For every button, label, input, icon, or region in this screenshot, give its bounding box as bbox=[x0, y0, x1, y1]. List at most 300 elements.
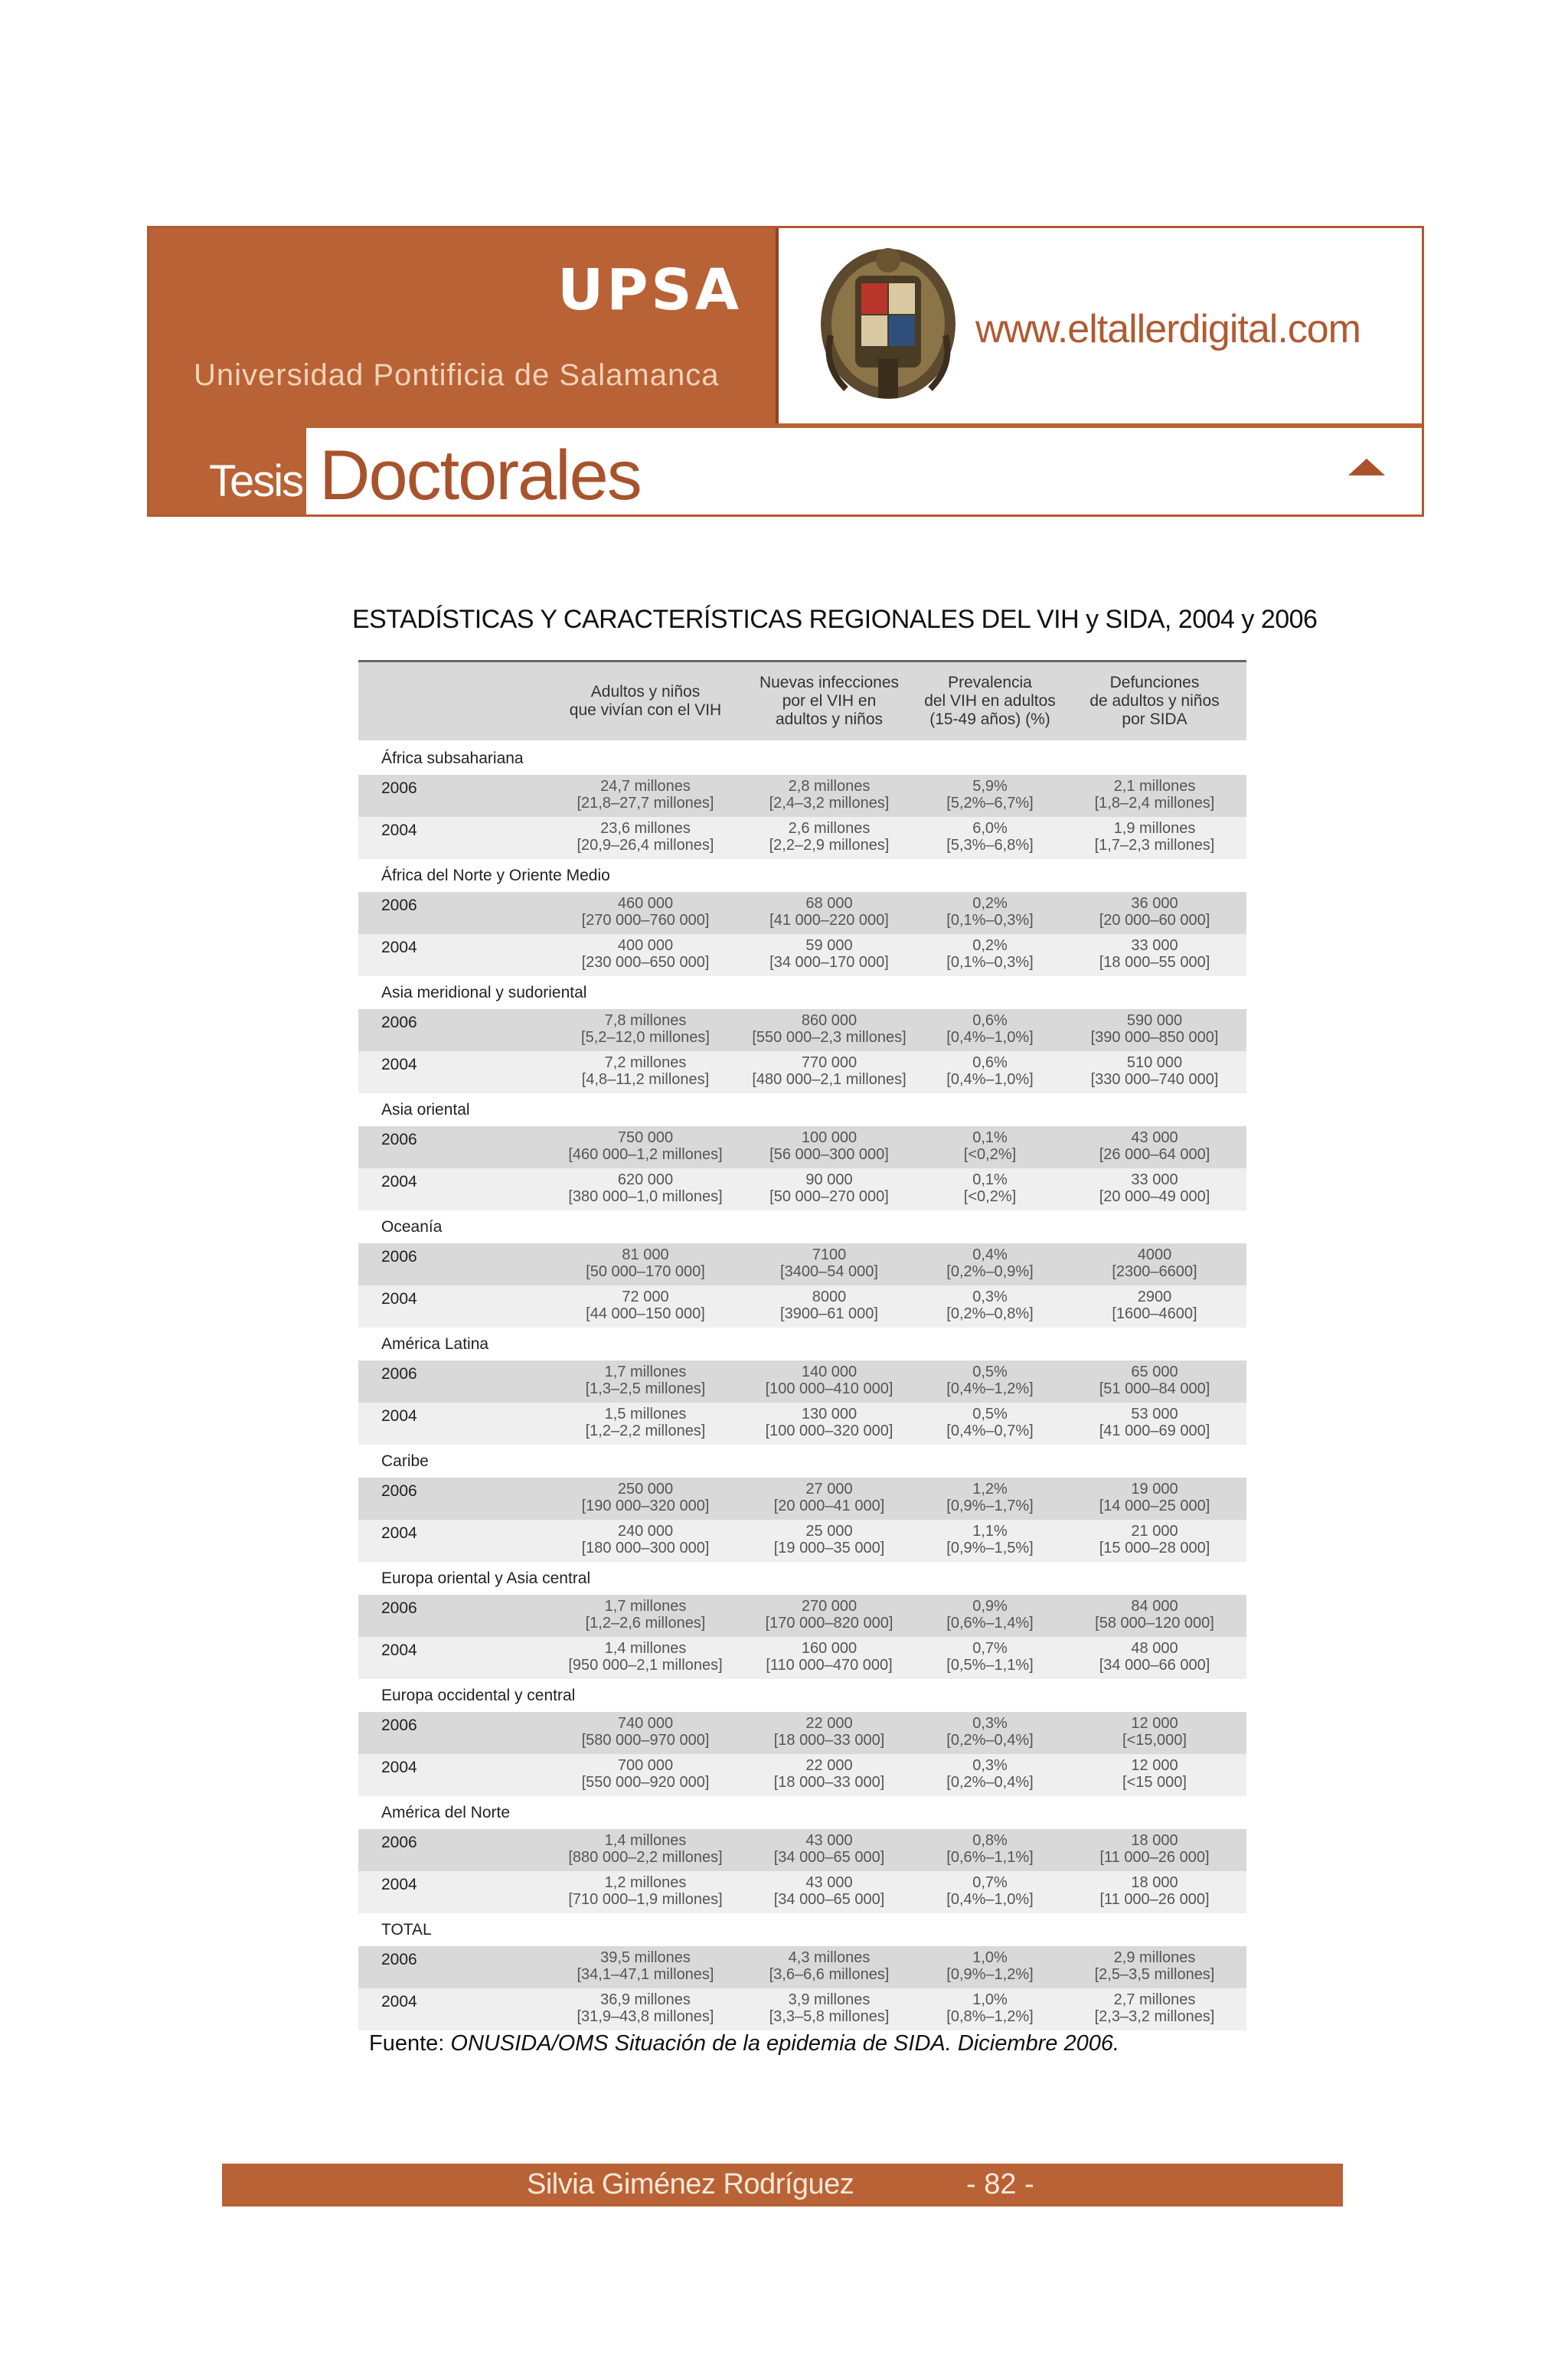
table-cell bbox=[550, 1520, 741, 1562]
table-cell bbox=[550, 1478, 741, 1520]
cell-range: [11 000–26 000] bbox=[1099, 1849, 1210, 1866]
table-cell bbox=[741, 1946, 917, 1988]
table-row bbox=[358, 1988, 1246, 2030]
table-cell bbox=[550, 1243, 741, 1285]
cell-range: [3,3–5,8 millones] bbox=[769, 2008, 890, 2025]
table-row bbox=[358, 1946, 1246, 1988]
cell-value: 270 000 bbox=[801, 1598, 858, 1615]
table-cell bbox=[917, 1168, 1063, 1210]
region-header: Caribe bbox=[358, 1445, 1246, 1478]
cell-range: [2,2–2,9 millones] bbox=[769, 837, 890, 854]
column-header-line: que vivían con el VIH bbox=[569, 701, 722, 719]
table-cell bbox=[550, 1637, 741, 1679]
table-cell bbox=[1063, 892, 1246, 934]
cell-value: 53 000 bbox=[1131, 1406, 1178, 1423]
table-cell bbox=[1063, 1051, 1246, 1093]
table-cell bbox=[917, 1478, 1063, 1520]
cell-range: [31,9–43,8 millones] bbox=[577, 2008, 714, 2025]
table-cell bbox=[917, 934, 1063, 976]
header-blank bbox=[358, 662, 550, 740]
cell-range: [34 000–66 000] bbox=[1099, 1657, 1210, 1674]
column-header-line: (15-49 años) (%) bbox=[929, 710, 1050, 728]
year-cell: 2004 bbox=[381, 1759, 417, 1776]
table-cell bbox=[550, 1360, 741, 1403]
cell-value: 0,1% bbox=[972, 1129, 1008, 1146]
cell-range: [950 000–2,1 millones] bbox=[568, 1657, 723, 1674]
cell-range: [0,6%–1,4%] bbox=[946, 1615, 1034, 1632]
cell-range: [58 000–120 000] bbox=[1095, 1615, 1214, 1632]
table-row bbox=[358, 1520, 1246, 1562]
cell-value: 33 000 bbox=[1131, 1171, 1178, 1188]
cell-range: [880 000–2,2 millones] bbox=[568, 1849, 723, 1866]
cell-range: [0,2%–0,8%] bbox=[946, 1305, 1034, 1322]
cell-value: 22 000 bbox=[805, 1757, 853, 1774]
cell-range: [0,4%–1,0%] bbox=[946, 1891, 1034, 1908]
year-cell: 2006 bbox=[381, 897, 417, 914]
table-cell bbox=[741, 934, 917, 976]
cell-value: 5,9% bbox=[972, 778, 1008, 795]
table-cell bbox=[550, 1754, 741, 1796]
table-cell bbox=[917, 1829, 1063, 1871]
table-cell bbox=[550, 892, 741, 934]
table-row bbox=[358, 1637, 1246, 1679]
year-cell: 2004 bbox=[381, 1290, 417, 1308]
table-cell bbox=[741, 1285, 917, 1328]
cell-value: 1,1% bbox=[972, 1523, 1008, 1540]
cell-value: 0,3% bbox=[972, 1715, 1008, 1732]
table-cell bbox=[741, 1403, 917, 1445]
cell-value: 36,9 millones bbox=[600, 1991, 691, 2008]
cell-range: [34 000–65 000] bbox=[773, 1849, 885, 1866]
year-cell: 2006 bbox=[381, 1365, 417, 1383]
table-cell bbox=[1063, 1009, 1246, 1051]
column-header-line: Prevalencia bbox=[948, 674, 1032, 691]
statistics-table bbox=[358, 660, 1246, 2030]
cell-value: 400 000 bbox=[617, 937, 674, 954]
cell-value: 8000 bbox=[812, 1289, 847, 1305]
table-cell bbox=[1063, 1360, 1246, 1403]
year-cell: 2006 bbox=[381, 1014, 417, 1031]
table-row bbox=[358, 1754, 1246, 1796]
cell-range: [330 000–740 000] bbox=[1090, 1071, 1219, 1088]
cell-value: 7100 bbox=[812, 1246, 847, 1263]
table-cell bbox=[741, 1051, 917, 1093]
cell-range: [1,7–2,3 millones] bbox=[1094, 837, 1215, 854]
table-cell bbox=[1063, 817, 1246, 859]
table-cell bbox=[1063, 1871, 1246, 1913]
table-row bbox=[358, 775, 1246, 817]
year-cell: 2006 bbox=[381, 1717, 417, 1734]
doctorales-label: Doctorales bbox=[319, 436, 641, 514]
table-cell bbox=[1063, 775, 1246, 817]
cell-range: [110 000–470 000] bbox=[766, 1657, 893, 1674]
cell-value: 0,8% bbox=[972, 1832, 1008, 1849]
table-cell bbox=[1063, 1712, 1246, 1754]
cell-range: [34 000–65 000] bbox=[773, 1891, 885, 1908]
table-row bbox=[358, 1051, 1246, 1093]
region-header: América Latina bbox=[358, 1328, 1246, 1360]
table-cell bbox=[917, 1871, 1063, 1913]
year-cell: 2004 bbox=[381, 1524, 417, 1542]
table-cell bbox=[741, 817, 917, 859]
table-row bbox=[358, 1712, 1246, 1754]
cell-range: [1600–4600] bbox=[1112, 1305, 1197, 1322]
table-cell bbox=[741, 1478, 917, 1520]
cell-value: 24,7 millones bbox=[600, 778, 691, 795]
column-header bbox=[917, 662, 1063, 740]
region-header: TOTAL bbox=[358, 1913, 1246, 1946]
university-seal-icon bbox=[815, 243, 961, 408]
table-cell bbox=[917, 1712, 1063, 1754]
table-cell bbox=[1063, 1243, 1246, 1285]
header-banner bbox=[147, 226, 1424, 517]
cell-range: [4,8–11,2 millones] bbox=[581, 1071, 710, 1088]
cell-value: 27 000 bbox=[805, 1481, 853, 1498]
cell-range: [<0,2%] bbox=[963, 1146, 1017, 1163]
cell-range: [170 000–820 000] bbox=[765, 1615, 893, 1632]
column-header-line: del VIH en adultos bbox=[924, 692, 1056, 710]
table-cell bbox=[741, 1126, 917, 1168]
cell-range: [34 000–170 000] bbox=[769, 954, 889, 971]
cell-value: 2900 bbox=[1137, 1289, 1172, 1305]
table-cell bbox=[917, 1360, 1063, 1403]
cell-range: [0,4%–1,0%] bbox=[946, 1071, 1034, 1088]
cell-range: [180 000–300 000] bbox=[581, 1540, 710, 1556]
table-cell bbox=[741, 1520, 917, 1562]
cell-range: [<15,000] bbox=[1122, 1732, 1187, 1749]
column-header bbox=[550, 662, 741, 740]
table-row bbox=[358, 1168, 1246, 1210]
cell-range: [41 000–69 000] bbox=[1099, 1423, 1210, 1439]
cell-range: [0,1%–0,3%] bbox=[946, 954, 1034, 971]
table-cell bbox=[1063, 1754, 1246, 1796]
cell-range: [0,4%–1,2%] bbox=[946, 1380, 1034, 1397]
cell-value: 43 000 bbox=[1131, 1129, 1178, 1146]
table-cell bbox=[917, 1946, 1063, 1988]
cell-value: 36 000 bbox=[1131, 895, 1178, 912]
cell-range: [2300–6600] bbox=[1112, 1263, 1197, 1280]
table-cell bbox=[741, 1637, 917, 1679]
table-header bbox=[358, 662, 1246, 742]
table-cell bbox=[550, 1403, 741, 1445]
source-note bbox=[369, 2031, 1119, 2056]
cell-value: 620 000 bbox=[617, 1171, 674, 1188]
cell-value: 4,3 millones bbox=[788, 1949, 871, 1966]
year-cell: 2006 bbox=[381, 1248, 417, 1266]
cell-value: 250 000 bbox=[617, 1481, 674, 1498]
source-label: Fuente: bbox=[369, 2031, 445, 2056]
cell-value: 1,0% bbox=[972, 1949, 1008, 1966]
cell-value: 750 000 bbox=[617, 1129, 674, 1146]
table-cell bbox=[917, 1520, 1063, 1562]
cell-value: 90 000 bbox=[805, 1171, 853, 1188]
cell-value: 2,7 millones bbox=[1113, 1991, 1196, 2008]
cell-range: [15 000–28 000] bbox=[1099, 1540, 1210, 1556]
cell-range: [<15 000] bbox=[1122, 1774, 1187, 1791]
cell-range: [550 000–2,3 millones] bbox=[752, 1029, 906, 1046]
table-cell bbox=[741, 1243, 917, 1285]
column-header-line: Adultos y niños bbox=[590, 683, 701, 701]
cell-range: [5,2–12,0 millones] bbox=[581, 1029, 710, 1046]
cell-range: [51 000–84 000] bbox=[1099, 1380, 1210, 1397]
cell-value: 590 000 bbox=[1126, 1012, 1183, 1029]
table-cell bbox=[1063, 1285, 1246, 1328]
table-cell bbox=[550, 1988, 741, 2030]
footer-author: Silvia Giménez Rodríguez bbox=[527, 2168, 854, 2200]
table-row bbox=[358, 1829, 1246, 1871]
table-cell bbox=[741, 1829, 917, 1871]
cell-range: [100 000–320 000] bbox=[765, 1423, 893, 1439]
cell-range: [0,2%–0,4%] bbox=[946, 1732, 1034, 1749]
column-header-line: Defunciones bbox=[1109, 674, 1200, 691]
table-cell bbox=[550, 934, 741, 976]
cell-value: 0,7% bbox=[972, 1640, 1008, 1657]
cell-value: 1,5 millones bbox=[604, 1406, 687, 1423]
cell-value: 43 000 bbox=[805, 1832, 853, 1849]
table-row bbox=[358, 892, 1246, 934]
university-name: Universidad Pontificia de Salamanca bbox=[194, 358, 720, 392]
table-cell bbox=[917, 817, 1063, 859]
table-cell bbox=[1063, 1595, 1246, 1637]
table-cell bbox=[550, 1126, 741, 1168]
cell-range: [550 000–920 000] bbox=[581, 1774, 710, 1791]
year-cell: 2004 bbox=[381, 1993, 417, 2011]
cell-range: [14 000–25 000] bbox=[1099, 1498, 1210, 1514]
cell-value: 460 000 bbox=[617, 895, 674, 912]
table-cell bbox=[1063, 1829, 1246, 1871]
table-cell bbox=[550, 1051, 741, 1093]
banner-top bbox=[149, 228, 1422, 423]
cell-range: [3,6–6,6 millones] bbox=[769, 1966, 890, 1983]
cell-range: [1,3–2,5 millones] bbox=[585, 1380, 706, 1397]
cell-value: 140 000 bbox=[801, 1364, 858, 1380]
cell-range: [56 000–300 000] bbox=[769, 1146, 889, 1163]
table-cell bbox=[917, 1595, 1063, 1637]
region-header: América del Norte bbox=[358, 1796, 1246, 1829]
cell-value: 84 000 bbox=[1131, 1598, 1178, 1615]
year-cell: 2004 bbox=[381, 1173, 417, 1191]
cell-range: [230 000–650 000] bbox=[581, 954, 710, 971]
table-row bbox=[358, 1478, 1246, 1520]
cell-range: [1,2–2,6 millones] bbox=[585, 1615, 706, 1632]
table-cell bbox=[550, 1829, 741, 1871]
cell-value: 48 000 bbox=[1131, 1640, 1178, 1657]
cell-range: [18 000–33 000] bbox=[773, 1732, 885, 1749]
region-header: África subsahariana bbox=[358, 742, 1246, 775]
year-cell: 2006 bbox=[381, 779, 417, 797]
cell-range: [270 000–760 000] bbox=[581, 912, 710, 929]
cell-range: [0,6%–1,1%] bbox=[946, 1849, 1034, 1866]
table-row bbox=[358, 1126, 1246, 1168]
cell-range: [2,5–3,5 millones] bbox=[1094, 1966, 1215, 1983]
year-cell: 2004 bbox=[381, 1641, 417, 1659]
region-header: Asia oriental bbox=[358, 1093, 1246, 1126]
table-row bbox=[358, 1285, 1246, 1328]
cell-value: 0,1% bbox=[972, 1171, 1008, 1188]
table-cell bbox=[741, 1360, 917, 1403]
cell-value: 19 000 bbox=[1131, 1481, 1178, 1498]
column-header-line: por el VIH en bbox=[782, 692, 877, 710]
cell-range: [0,8%–1,2%] bbox=[946, 2008, 1034, 2025]
cell-value: 1,9 millones bbox=[1113, 820, 1196, 837]
cell-range: [190 000–320 000] bbox=[581, 1498, 710, 1514]
triangle-up-icon bbox=[1348, 459, 1385, 475]
cell-value: 0,6% bbox=[972, 1054, 1008, 1071]
region-header: Europa occidental y central bbox=[358, 1679, 1246, 1712]
tesis-box bbox=[149, 428, 306, 514]
cell-range: [20 000–60 000] bbox=[1099, 912, 1210, 929]
cell-range: [18 000–33 000] bbox=[773, 1774, 885, 1791]
tesis-label: Tesis bbox=[209, 456, 303, 506]
cell-range: [20 000–41 000] bbox=[773, 1498, 885, 1514]
cell-range: [34,1–47,1 millones] bbox=[577, 1966, 714, 1983]
cell-value: 2,9 millones bbox=[1113, 1949, 1196, 1966]
table-cell bbox=[550, 1871, 741, 1913]
banner-bottom bbox=[149, 428, 1422, 514]
cell-value: 2,6 millones bbox=[788, 820, 871, 837]
cell-value: 740 000 bbox=[617, 1715, 674, 1732]
cell-value: 0,9% bbox=[972, 1598, 1008, 1615]
table-cell bbox=[741, 892, 917, 934]
cell-range: [1,2–2,2 millones] bbox=[585, 1423, 706, 1439]
table-row bbox=[358, 934, 1246, 976]
cell-range: [3400–54 000] bbox=[780, 1263, 878, 1280]
table-cell bbox=[1063, 1478, 1246, 1520]
cell-value: 21 000 bbox=[1131, 1523, 1178, 1540]
column-header bbox=[1063, 662, 1246, 740]
cell-range: [0,2%–0,4%] bbox=[946, 1774, 1034, 1791]
cell-range: [0,9%–1,5%] bbox=[946, 1540, 1034, 1556]
year-cell: 2004 bbox=[381, 1876, 417, 1893]
table-cell bbox=[917, 892, 1063, 934]
year-cell: 2006 bbox=[381, 1599, 417, 1617]
table-cell bbox=[1063, 1988, 1246, 2030]
cell-range: [580 000–970 000] bbox=[581, 1732, 710, 1749]
cell-range: [0,4%–1,0%] bbox=[946, 1029, 1034, 1046]
table-cell bbox=[741, 1168, 917, 1210]
cell-value: 65 000 bbox=[1131, 1364, 1178, 1380]
cell-range: [0,9%–1,7%] bbox=[946, 1498, 1034, 1514]
table-cell bbox=[917, 1988, 1063, 2030]
table-cell bbox=[917, 1009, 1063, 1051]
table-row bbox=[358, 1595, 1246, 1637]
cell-value: 1,7 millones bbox=[604, 1364, 687, 1380]
cell-value: 0,2% bbox=[972, 895, 1008, 912]
cell-range: [21,8–27,7 millones] bbox=[577, 795, 714, 812]
column-header-line: por SIDA bbox=[1122, 710, 1187, 728]
cell-value: 33 000 bbox=[1131, 937, 1178, 954]
cell-value: 1,4 millones bbox=[604, 1832, 687, 1849]
cell-value: 23,6 millones bbox=[600, 820, 691, 837]
year-cell: 2004 bbox=[381, 1407, 417, 1425]
brand-logo-text: UPSA bbox=[557, 257, 742, 323]
cell-value: 72 000 bbox=[622, 1289, 669, 1305]
cell-value: 0,6% bbox=[972, 1012, 1008, 1029]
cell-range: [100 000–410 000] bbox=[765, 1380, 893, 1397]
page-title: ESTADÍSTICAS Y CARACTERÍSTICAS REGIONALES DEL VIH y SIDA, 2004 y 2006 bbox=[352, 605, 1318, 634]
cell-value: 240 000 bbox=[617, 1523, 674, 1540]
table-cell bbox=[550, 1712, 741, 1754]
column-header-line: Nuevas infecciones bbox=[759, 674, 900, 691]
cell-value: 18 000 bbox=[1131, 1832, 1178, 1849]
cell-range: [460 000–1,2 millones] bbox=[568, 1146, 723, 1163]
cell-range: [20,9–26,4 millones] bbox=[577, 837, 714, 854]
table-cell bbox=[917, 1403, 1063, 1445]
cell-value: 160 000 bbox=[801, 1640, 858, 1657]
cell-value: 1,2% bbox=[972, 1481, 1008, 1498]
table-row bbox=[358, 817, 1246, 859]
cell-value: 0,5% bbox=[972, 1406, 1008, 1423]
table-cell bbox=[1063, 934, 1246, 976]
cell-range: [0,2%–0,9%] bbox=[946, 1263, 1034, 1280]
cell-value: 18 000 bbox=[1131, 1874, 1178, 1891]
cell-range: [0,9%–1,2%] bbox=[946, 1966, 1034, 1983]
cell-value: 0,3% bbox=[972, 1289, 1008, 1305]
table-cell bbox=[741, 1595, 917, 1637]
cell-range: [2,3–3,2 millones] bbox=[1094, 2008, 1215, 2025]
table-row bbox=[358, 1243, 1246, 1285]
table-body bbox=[358, 742, 1246, 2030]
cell-range: [480 000–2,1 millones] bbox=[752, 1071, 906, 1088]
cell-value: 1,2 millones bbox=[604, 1874, 687, 1891]
table-cell bbox=[1063, 1946, 1246, 1988]
table-cell bbox=[550, 1009, 741, 1051]
table-cell bbox=[1063, 1126, 1246, 1168]
table-cell bbox=[917, 1051, 1063, 1093]
cell-value: 22 000 bbox=[805, 1715, 853, 1732]
table-cell bbox=[741, 1871, 917, 1913]
column-header-line: adultos y niños bbox=[775, 710, 884, 728]
table-row bbox=[358, 1871, 1246, 1913]
column-header bbox=[741, 662, 917, 740]
cell-range: [50 000–170 000] bbox=[586, 1263, 705, 1280]
cell-value: 39,5 millones bbox=[600, 1949, 691, 1966]
cell-value: 43 000 bbox=[805, 1874, 853, 1891]
cell-range: [0,5%–1,1%] bbox=[946, 1657, 1034, 1674]
cell-range: [0,1%–0,3%] bbox=[946, 912, 1034, 929]
cell-range: [0,4%–0,7%] bbox=[946, 1423, 1034, 1439]
cell-value: 510 000 bbox=[1126, 1054, 1183, 1071]
cell-value: 2,8 millones bbox=[788, 778, 871, 795]
table-cell bbox=[917, 1754, 1063, 1796]
table-row bbox=[358, 1403, 1246, 1445]
cell-range: [26 000–64 000] bbox=[1099, 1146, 1210, 1163]
cell-value: 1,0% bbox=[972, 1991, 1008, 2008]
region-header: Europa oriental y Asia central bbox=[358, 1562, 1246, 1595]
website-link[interactable]: www.eltallerdigital.com bbox=[975, 307, 1361, 351]
table-cell bbox=[550, 1595, 741, 1637]
year-cell: 2004 bbox=[381, 1056, 417, 1073]
cell-value: 770 000 bbox=[801, 1054, 858, 1071]
cell-value: 7,2 millones bbox=[604, 1054, 687, 1071]
table-cell bbox=[550, 1168, 741, 1210]
region-header: África del Norte y Oriente Medio bbox=[358, 859, 1246, 892]
table-cell bbox=[741, 1009, 917, 1051]
year-cell: 2006 bbox=[381, 1834, 417, 1851]
table-row bbox=[358, 1360, 1246, 1403]
region-header: Asia meridional y sudoriental bbox=[358, 976, 1246, 1009]
table-cell bbox=[741, 1754, 917, 1796]
table-cell bbox=[741, 1988, 917, 2030]
table-cell bbox=[550, 775, 741, 817]
cell-range: [380 000–1,0 millones] bbox=[568, 1188, 723, 1205]
year-cell: 2004 bbox=[381, 939, 417, 956]
table-cell bbox=[741, 1712, 917, 1754]
cell-value: 1,7 millones bbox=[604, 1598, 687, 1615]
cell-range: [5,2%–6,7%] bbox=[946, 795, 1034, 812]
table-cell bbox=[741, 775, 917, 817]
table-cell bbox=[1063, 1403, 1246, 1445]
